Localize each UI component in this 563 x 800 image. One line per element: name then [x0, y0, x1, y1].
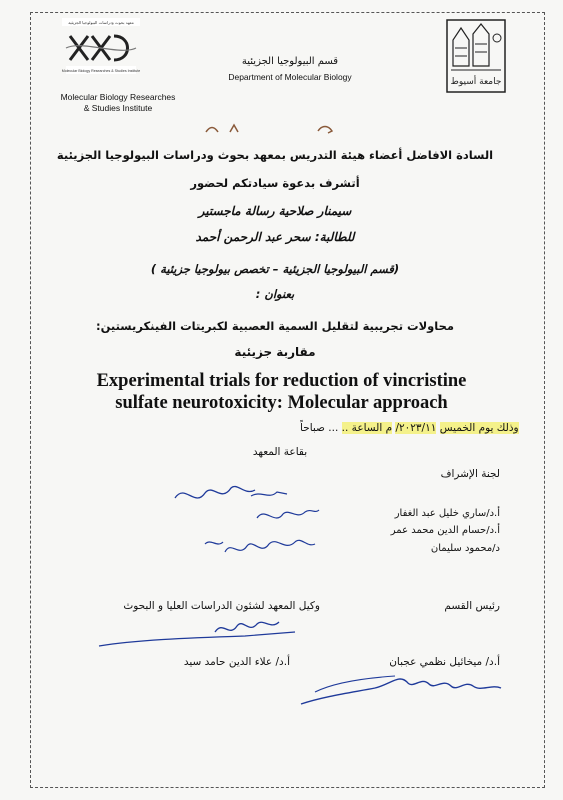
student-line: للطالبة: سحر عبد الرحمن أحمد: [195, 230, 355, 244]
department-head-title: رئيس القسم: [444, 600, 500, 612]
stamp-bleed-mark: [200, 122, 340, 136]
institute-name-line2: & Studies Institute: [83, 103, 153, 113]
department-head-name: أ.د/ ميخائيل نظمي عجبان: [389, 656, 500, 668]
thesis-title-arabic-line2: مقاربة جزيئية: [234, 345, 316, 359]
vice-dean-signature: [95, 612, 305, 652]
committee-title: لجنة الإشراف: [440, 468, 500, 480]
institute-logo: [62, 18, 140, 78]
committee-member: أ.د/حسام الدين محمد عمر: [390, 525, 500, 536]
svg-text:معهد بحوث ودراسات البيولوجيا ا: معهد بحوث ودراسات البيولوجيا الجزيئية: [68, 20, 134, 25]
venue-line: بقاعة المعهد: [252, 446, 308, 458]
titled-label: بعنوان :: [255, 287, 295, 301]
thesis-title-english-line1: Experimental trials for reduction of vincristine: [96, 371, 467, 391]
department-name-english: Department of Molecular Biology: [228, 72, 352, 82]
committee-signatures: [165, 478, 325, 568]
invitation-line: أتشرف بدعوة سيادتكم لحضور: [190, 176, 360, 190]
addressee-line: السادة الافاضل أعضاء هيئة التدريس بمعهد بحوث ودراسات البيولوجيا الجزيئية: [56, 148, 494, 162]
vice-dean-name: أ.د/ علاء الدين حامد سيد: [183, 656, 290, 668]
thesis-title-arabic-line1: محاولات تجريبية لتقليل السمية العصبية لكبريتات الفينكريستين:: [95, 319, 455, 333]
svg-text:جامعة أسيوط: جامعة أسيوط: [450, 77, 502, 87]
committee-member: د/محمود سليمان: [430, 543, 500, 554]
specialization-line: (قسم البيولوجيا الجزيئية – تخصص بيولوجيا جزيئية ): [150, 262, 400, 276]
svg-text:Molecular Biology Researches &: Molecular Biology Researches & Studies Institute: [62, 69, 140, 73]
university-logo: [445, 18, 507, 94]
vice-dean-title: وكيل المعهد لشئون الدراسات العليا و البحوث: [123, 600, 320, 612]
time-label: م الساعة ..: [341, 422, 393, 434]
seminar-line: سيمنار صلاحية رسالة ماجستير: [198, 204, 352, 218]
institute-name-line1: Molecular Biology Researches: [60, 92, 176, 102]
department-head-signature: [295, 662, 510, 710]
date-time-line: [300, 422, 550, 434]
department-name-arabic: قسم البيولوجيا الجزيئية: [241, 56, 339, 67]
thesis-title-english-line2: sulfate neurotoxicity: Molecular approach: [115, 393, 448, 413]
date-value: ٢٠٢٣/١١/: [395, 422, 437, 434]
committee-member: أ.د/ساري خليل عبد الغفار: [394, 508, 500, 519]
institute-name: [48, 92, 188, 114]
date-prefix: وذلك يوم الخميس: [439, 422, 519, 434]
time-suffix: ... صباحاً: [300, 422, 339, 434]
